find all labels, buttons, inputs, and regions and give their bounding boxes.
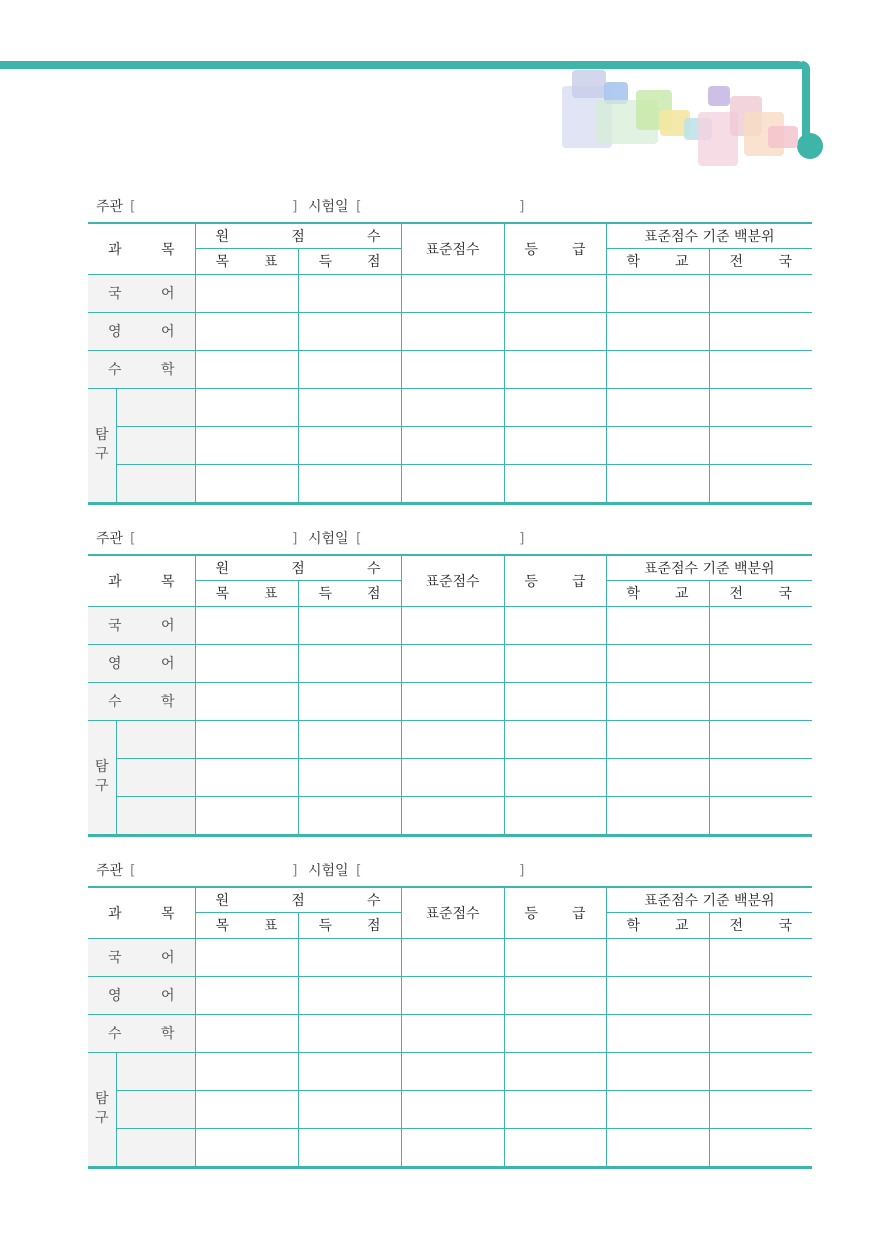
tamgu-subject-cell[interactable] (116, 796, 195, 835)
grade-cell[interactable] (504, 606, 606, 644)
tamgu-label: 탐 구 (88, 720, 116, 835)
info-line (88, 861, 812, 881)
obtained-header: 득 점 (298, 248, 401, 274)
table-row (88, 644, 812, 682)
host-bracket-close: ] (292, 199, 298, 215)
subject-label: 영 어 (88, 976, 195, 1014)
subject-label: 국 어 (88, 938, 195, 976)
grade-cell[interactable] (504, 1090, 606, 1128)
tamgu-label: 탐 구 (88, 1052, 116, 1167)
obtained-cell[interactable] (298, 606, 401, 644)
national-cell[interactable] (709, 1128, 812, 1167)
obtained-cell[interactable] (298, 682, 401, 720)
target-cell[interactable] (195, 1052, 298, 1090)
obtained-cell[interactable] (298, 1090, 401, 1128)
obtained-cell[interactable] (298, 720, 401, 758)
date-bracket-close: ] (519, 863, 525, 879)
national-cell[interactable] (709, 1090, 812, 1128)
obtained-cell[interactable] (298, 464, 401, 503)
table-row (88, 388, 812, 426)
grade-cell[interactable] (504, 682, 606, 720)
obtained-cell[interactable] (298, 388, 401, 426)
grade-cell[interactable] (504, 1052, 606, 1090)
tamgu-label: 탐 구 (88, 388, 116, 503)
date-bracket-close: ] (519, 199, 525, 215)
school-cell[interactable] (606, 426, 709, 464)
host-label: 주관 (96, 199, 124, 215)
national-header: 전 국 (709, 580, 812, 606)
school-cell[interactable] (606, 312, 709, 350)
school-cell[interactable] (606, 1014, 709, 1052)
standard-cell[interactable] (401, 682, 504, 720)
obtained-cell[interactable] (298, 312, 401, 350)
score-section-3 (88, 861, 812, 1169)
tamgu-subject-cell[interactable] (116, 1090, 195, 1128)
grade-cell[interactable] (504, 758, 606, 796)
raw-score-header: 원 점 수 (195, 887, 401, 912)
standard-cell[interactable] (401, 1052, 504, 1090)
deco-square (572, 70, 606, 98)
target-cell[interactable] (195, 426, 298, 464)
national-cell[interactable] (709, 606, 812, 644)
target-cell[interactable] (195, 1014, 298, 1052)
grade-cell[interactable] (504, 644, 606, 682)
grade-cell[interactable] (504, 350, 606, 388)
national-cell[interactable] (709, 350, 812, 388)
subject-label: 수 학 (88, 350, 195, 388)
date-bracket-open: [ (356, 199, 362, 215)
date-label: 시험일 (308, 199, 349, 215)
obtained-cell[interactable] (298, 644, 401, 682)
host-bracket-open: [ (130, 531, 136, 547)
obtained-cell[interactable] (298, 426, 401, 464)
standard-cell[interactable] (401, 464, 504, 503)
standard-cell[interactable] (401, 1014, 504, 1052)
table-row (88, 1052, 812, 1090)
date-bracket-open: [ (356, 531, 362, 547)
table-row (88, 464, 812, 503)
subject-label: 국 어 (88, 274, 195, 312)
host-bracket-open: [ (130, 199, 136, 215)
school-cell[interactable] (606, 682, 709, 720)
grade-cell[interactable] (504, 720, 606, 758)
percentile-header: 표준점수 기준 백분위 (606, 223, 812, 248)
score-table (88, 222, 812, 505)
raw-score-header: 원 점 수 (195, 223, 401, 248)
header-dot (797, 133, 823, 159)
standard-cell[interactable] (401, 1090, 504, 1128)
national-cell[interactable] (709, 426, 812, 464)
standard-cell[interactable] (401, 758, 504, 796)
table-row (88, 1128, 812, 1167)
standard-cell[interactable] (401, 350, 504, 388)
date-bracket-open: [ (356, 863, 362, 879)
target-cell[interactable] (195, 464, 298, 503)
school-cell[interactable] (606, 464, 709, 503)
table-row (88, 682, 812, 720)
national-cell[interactable] (709, 938, 812, 976)
school-cell[interactable] (606, 274, 709, 312)
obtained-cell[interactable] (298, 274, 401, 312)
host-bracket-open: [ (130, 863, 136, 879)
target-cell[interactable] (195, 976, 298, 1014)
table-row (88, 274, 812, 312)
grade-cell[interactable] (504, 388, 606, 426)
target-cell[interactable] (195, 312, 298, 350)
grade-cell[interactable] (504, 274, 606, 312)
date-label: 시험일 (308, 863, 349, 879)
table-row (88, 976, 812, 1014)
school-cell[interactable] (606, 606, 709, 644)
target-cell[interactable] (195, 274, 298, 312)
table-row (88, 426, 812, 464)
host-input[interactable] (138, 861, 288, 881)
obtained-cell[interactable] (298, 938, 401, 976)
school-header: 학 교 (606, 248, 709, 274)
grade-cell[interactable] (504, 464, 606, 503)
standard-cell[interactable] (401, 312, 504, 350)
national-header: 전 국 (709, 248, 812, 274)
obtained-cell[interactable] (298, 1052, 401, 1090)
target-header: 목 표 (195, 248, 298, 274)
standard-cell[interactable] (401, 644, 504, 682)
target-cell[interactable] (195, 350, 298, 388)
standard-cell[interactable] (401, 938, 504, 976)
date-bracket-close: ] (519, 531, 525, 547)
school-cell[interactable] (606, 938, 709, 976)
table-row (88, 312, 812, 350)
target-cell[interactable] (195, 644, 298, 682)
table-row (88, 938, 812, 976)
score-section-1 (88, 197, 812, 505)
tamgu-subject-cell[interactable] (116, 1128, 195, 1167)
national-cell[interactable] (709, 274, 812, 312)
school-cell[interactable] (606, 758, 709, 796)
standard-score-header: 표준점수 (401, 887, 504, 938)
standard-cell[interactable] (401, 796, 504, 835)
standard-cell[interactable] (401, 976, 504, 1014)
host-bracket-close: ] (292, 531, 298, 547)
score-table (88, 886, 812, 1169)
national-cell[interactable] (709, 720, 812, 758)
table-row (88, 1014, 812, 1052)
national-cell[interactable] (709, 796, 812, 835)
table-row (88, 1090, 812, 1128)
table-row (88, 758, 812, 796)
obtained-cell[interactable] (298, 758, 401, 796)
grade-header: 등 급 (504, 223, 606, 274)
info-line (88, 529, 812, 549)
grade-cell[interactable] (504, 796, 606, 835)
standard-cell[interactable] (401, 1128, 504, 1167)
host-bracket-close: ] (292, 863, 298, 879)
subject-header: 과 목 (88, 887, 195, 938)
subject-label: 영 어 (88, 644, 195, 682)
grade-cell[interactable] (504, 1014, 606, 1052)
obtained-cell[interactable] (298, 796, 401, 835)
national-cell[interactable] (709, 388, 812, 426)
obtained-header: 득 점 (298, 580, 401, 606)
date-input[interactable] (364, 529, 514, 549)
subject-header: 과 목 (88, 555, 195, 606)
header-line (0, 61, 806, 69)
score-section-2 (88, 529, 812, 837)
percentile-header: 표준점수 기준 백분위 (606, 555, 812, 580)
subject-header: 과 목 (88, 223, 195, 274)
tamgu-subject-cell[interactable] (116, 1052, 195, 1090)
grade-cell[interactable] (504, 976, 606, 1014)
host-label: 주관 (96, 863, 124, 879)
target-cell[interactable] (195, 1090, 298, 1128)
date-label: 시험일 (308, 531, 349, 547)
school-cell[interactable] (606, 1090, 709, 1128)
national-cell[interactable] (709, 644, 812, 682)
school-cell[interactable] (606, 720, 709, 758)
target-cell[interactable] (195, 938, 298, 976)
grade-cell[interactable] (504, 312, 606, 350)
table-row (88, 720, 812, 758)
subject-label: 영 어 (88, 312, 195, 350)
grade-header: 등 급 (504, 555, 606, 606)
deco-square (708, 86, 730, 106)
grade-header: 등 급 (504, 887, 606, 938)
target-cell[interactable] (195, 388, 298, 426)
obtained-header: 득 점 (298, 912, 401, 938)
deco-square (768, 126, 798, 148)
table-row (88, 350, 812, 388)
national-cell[interactable] (709, 1014, 812, 1052)
tamgu-subject-cell[interactable] (116, 388, 195, 426)
tamgu-subject-cell[interactable] (116, 758, 195, 796)
info-line (88, 197, 812, 217)
grade-cell[interactable] (504, 938, 606, 976)
obtained-cell[interactable] (298, 350, 401, 388)
standard-cell[interactable] (401, 388, 504, 426)
subject-label: 수 학 (88, 1014, 195, 1052)
target-cell[interactable] (195, 606, 298, 644)
target-header: 목 표 (195, 912, 298, 938)
national-cell[interactable] (709, 758, 812, 796)
target-cell[interactable] (195, 796, 298, 835)
date-input[interactable] (364, 197, 514, 217)
target-cell[interactable] (195, 720, 298, 758)
raw-score-header: 원 점 수 (195, 555, 401, 580)
school-cell[interactable] (606, 1128, 709, 1167)
school-cell[interactable] (606, 1052, 709, 1090)
standard-cell[interactable] (401, 274, 504, 312)
tamgu-subject-cell[interactable] (116, 720, 195, 758)
grade-cell[interactable] (504, 426, 606, 464)
school-header: 학 교 (606, 580, 709, 606)
percentile-header: 표준점수 기준 백분위 (606, 887, 812, 912)
host-label: 주관 (96, 531, 124, 547)
target-header: 목 표 (195, 580, 298, 606)
header-drop (802, 61, 810, 143)
national-cell[interactable] (709, 464, 812, 503)
tamgu-subject-cell[interactable] (116, 426, 195, 464)
target-cell[interactable] (195, 682, 298, 720)
score-table (88, 554, 812, 837)
school-cell[interactable] (606, 350, 709, 388)
host-input[interactable] (138, 529, 288, 549)
date-input[interactable] (364, 861, 514, 881)
school-header: 학 교 (606, 912, 709, 938)
national-cell[interactable] (709, 976, 812, 1014)
standard-cell[interactable] (401, 426, 504, 464)
subject-label: 수 학 (88, 682, 195, 720)
standard-score-header: 표준점수 (401, 223, 504, 274)
target-cell[interactable] (195, 758, 298, 796)
obtained-cell[interactable] (298, 1128, 401, 1167)
tamgu-subject-cell[interactable] (116, 464, 195, 503)
subject-label: 국 어 (88, 606, 195, 644)
national-cell[interactable] (709, 1052, 812, 1090)
obtained-cell[interactable] (298, 976, 401, 1014)
national-cell[interactable] (709, 312, 812, 350)
obtained-cell[interactable] (298, 1014, 401, 1052)
standard-cell[interactable] (401, 606, 504, 644)
national-header: 전 국 (709, 912, 812, 938)
target-cell[interactable] (195, 1128, 298, 1167)
standard-cell[interactable] (401, 720, 504, 758)
standard-score-header: 표준점수 (401, 555, 504, 606)
school-cell[interactable] (606, 644, 709, 682)
table-row (88, 796, 812, 835)
school-cell[interactable] (606, 796, 709, 835)
school-cell[interactable] (606, 388, 709, 426)
host-input[interactable] (138, 197, 288, 217)
grade-cell[interactable] (504, 1128, 606, 1167)
table-row (88, 606, 812, 644)
school-cell[interactable] (606, 976, 709, 1014)
national-cell[interactable] (709, 682, 812, 720)
